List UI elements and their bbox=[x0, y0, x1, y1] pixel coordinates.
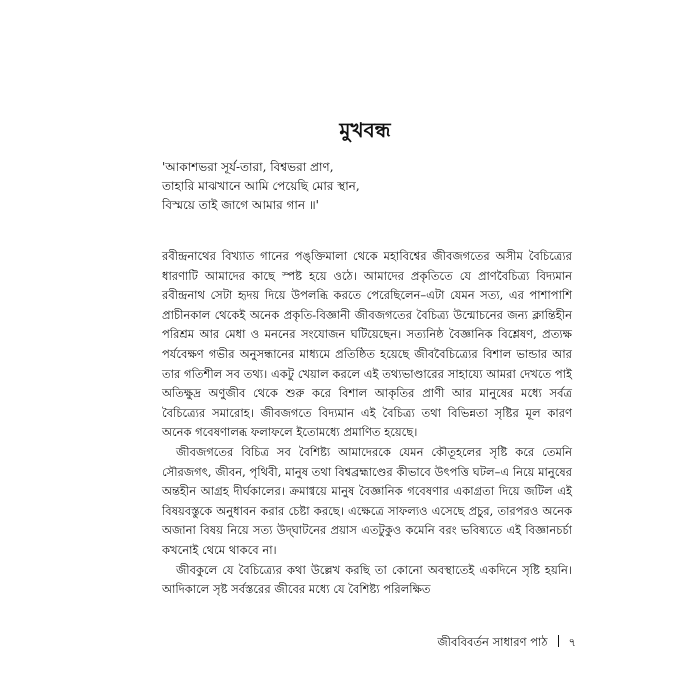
poem-line: 'আকাশভরা সূর্য-তারা, বিশ্বভরা প্রাণ, bbox=[162, 160, 334, 174]
running-title: জীববিবর্তন সাধারণ পাঠ bbox=[437, 635, 548, 649]
page-title: মুখবন্ধ bbox=[339, 118, 391, 142]
book-page bbox=[160, 0, 580, 700]
poem-line: বিস্ময়ে তাই জাগে আমার গান ॥' bbox=[162, 198, 319, 212]
body-text bbox=[162, 247, 572, 600]
poem-line: তাহারি মাঝখানে আমি পেয়েছি মোর স্থান, bbox=[162, 179, 360, 193]
page-footer bbox=[437, 634, 576, 650]
paragraph: রবীন্দ্রনাথের বিখ্যাত গানের পঙ্‌ক্তিমালা থেকে মহাবিশ্বের জীবজগতের অসীম বৈচিত্র্যের ধারণাটি আমাদের কাছে স্পষ্ট হয়ে ওঠে। আমাদের প্রকৃতিতে যে প্রাণবৈচিত্র্য বিদ্যমান রবীন্দ্রনাথ সেটা হৃদয় দিয়ে উপলব্ধি করতে পেরেছিলেন–এটা যেমন সত্য, এর পাশাপাশি প্রাচীনকাল থেকেই অনেক প্রকৃতি-বিজ্ঞানী জীবজগতের বৈচিত্র্য উন্মোচনের জন্য ক্লান্তিহীন পরিশ্রম আর মেধা ও মননের সংযোজন ঘটিয়েছেন। সত্যনিষ্ঠ বৈজ্ঞানিক বিশ্লেষণ, প্রত্যক্ষ পর্যবেক্ষণ গভীর অনুসন্ধানের মাধ্যমে প্রতিষ্ঠিত হয়েছে জীববৈচিত্র্যের বিশাল ভান্ডার আর তার গতিশীল সব তথ্য। একটু খেয়াল করলে এই তথ্যভাণ্ডারের সাহায্যে আমরা দেখতে পাই অতিক্ষুদ্র অণুজীব থেকে শুরু করে বিশাল আকৃতির প্রাণী আর মানুষের মধ্যে সর্বত্র বৈচিত্র্যের সমারোহ। জীবজগতে বিদ্যমান এই বৈচিত্র্য তথা বিভিন্নতা সৃষ্টির মূল কারণ অনেক গবেষণালব্ধ ফলাফলে ইতোমধ্যে প্রমাণিত হয়েছে। bbox=[162, 249, 572, 440]
footer-divider bbox=[558, 635, 559, 647]
page-number: ৭ bbox=[568, 635, 576, 649]
paragraph: জীবকুলে যে বৈচিত্র্যের কথা উল্লেখ করছি তা কোনো অবস্থাতেই একদিনে সৃষ্টি হয়নি। আদিকালে সৃষ্ট সর্বস্তরের জীবের মধ্যে যে বৈশিষ্ট্য পরিলক্ষিত bbox=[162, 562, 572, 597]
paragraph: জীবজগতের বিচিত্র সব বৈশিষ্ট্য আমাদেরকে যেমন কৌতূহলের সৃষ্টি করে তেমনি সৌরজগৎ, জীবন, পৃথিবী, মানুষ তথা বিশ্বব্রহ্মাণ্ডের কীভাবে উৎপত্তি ঘটল–এ নিয়ে মানুষের অন্তহীন আগ্রহ দীর্ঘকালের। ক্রমাগ্বয়ে মানুষ বৈজ্ঞানিক গবেষণার একাগ্রতা দিয়ে জটিল এই বিষয়বস্তুকে অনুধাবন করার চেষ্টা করছে। এক্ষেত্রে সাফল্যও এসেছে প্রচুর, তারপরও অনেক অজানা বিষয় নিয়ে সত্য উদ্‌ঘাটনের প্রয়াস এতটুকুও কমেনি বরং ভবিষ্যতে এই বিজ্ঞানচর্চা কখনোই থেমে থাকবে না। bbox=[162, 444, 572, 557]
poem-quote bbox=[162, 158, 572, 215]
